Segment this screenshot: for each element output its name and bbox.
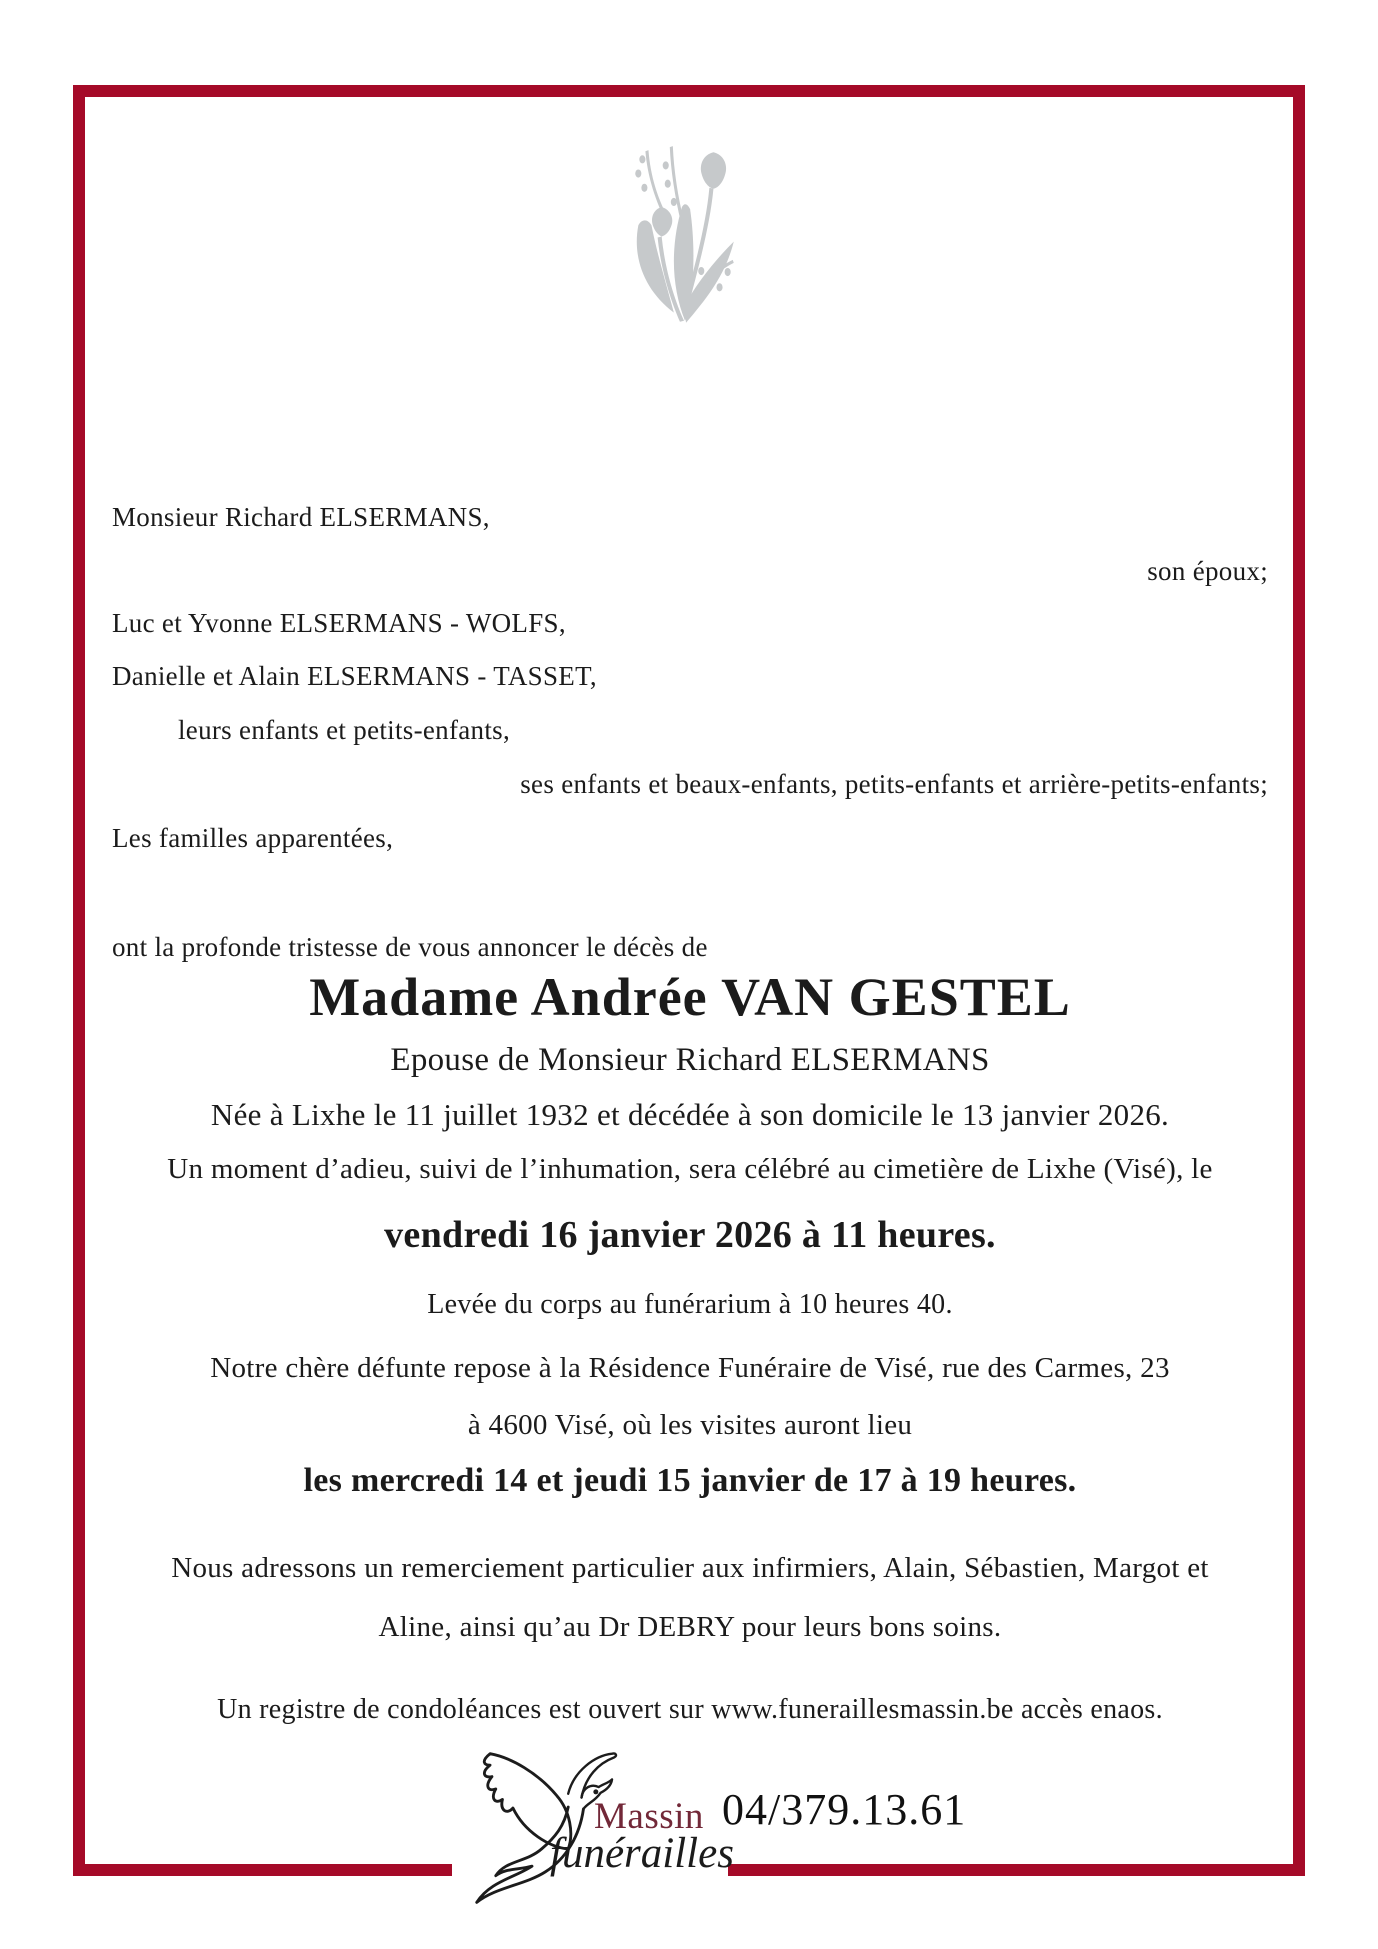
brand-name: Massin	[594, 1796, 704, 1837]
visitation-hours: les mercredi 14 et jeudi 15 janvier de 17 à 19 heures.	[303, 1462, 1077, 1499]
phone-number: 04/379.13.61	[722, 1785, 967, 1834]
family-line-extended: ses enfants et beaux-enfants, petits-enfants et arrière-petits-enfants;	[520, 769, 1268, 799]
thanks-line-2: Aline, ainsi qu’au Dr DEBRY pour leurs bons soins.	[378, 1611, 1002, 1643]
announcement-intro: ont la profonde tristesse de vous annoncer le décès de	[112, 932, 708, 962]
family-line-related-families: Les familles apparentées,	[112, 823, 394, 853]
visitation-location-line-1: Notre chère défunte repose à la Résidence Funéraire de Visé, rue des Carmes, 23	[210, 1352, 1170, 1384]
funeral-home-logo	[452, 1742, 734, 1914]
deceased-spouse-line: Epouse de Monsieur Richard ELSERMANS	[390, 1042, 990, 1078]
family-line-child-1: Luc et Yvonne ELSERMANS - WOLFS,	[112, 608, 566, 638]
ceremony-datetime: vendredi 16 janvier 2026 à 11 heures.	[384, 1214, 996, 1256]
flower-emblem-icon	[628, 138, 740, 336]
family-line-husband-relation: son époux;	[1147, 556, 1268, 586]
thanks-line-1: Nous adressons un remerciement particulier aux infirmiers, Alain, Sébastien, Margot et	[171, 1552, 1209, 1584]
family-line-child-2: Danielle et Alain ELSERMANS - TASSET,	[112, 661, 597, 691]
deceased-life-dates: Née à Lixhe le 11 juillet 1932 et décédée à son domicile le 13 janvier 2026.	[210, 1097, 1170, 1132]
family-line-grandchildren: leurs enfants et petits-enfants,	[178, 715, 510, 745]
ceremony-levee-du-corps: Levée du corps au funérarium à 10 heures 40.	[427, 1289, 953, 1320]
visitation-location-line-2: à 4600 Visé, où les visites auront lieu	[467, 1409, 913, 1441]
ceremony-announcement: Un moment d’adieu, suivi de l’inhumation, sera célébré au cimetière de Lixhe (Visé), le	[167, 1153, 1213, 1185]
condolence-register-line: Un registre de condoléances est ouvert sur www.funeraillesmassin.be accès enaos.	[217, 1694, 1163, 1725]
family-line-husband: Monsieur Richard ELSERMANS,	[112, 502, 490, 532]
deceased-name-title: Madame Andrée VAN GESTEL	[309, 967, 1071, 1027]
brand-subtitle: funérailles	[550, 1830, 734, 1877]
